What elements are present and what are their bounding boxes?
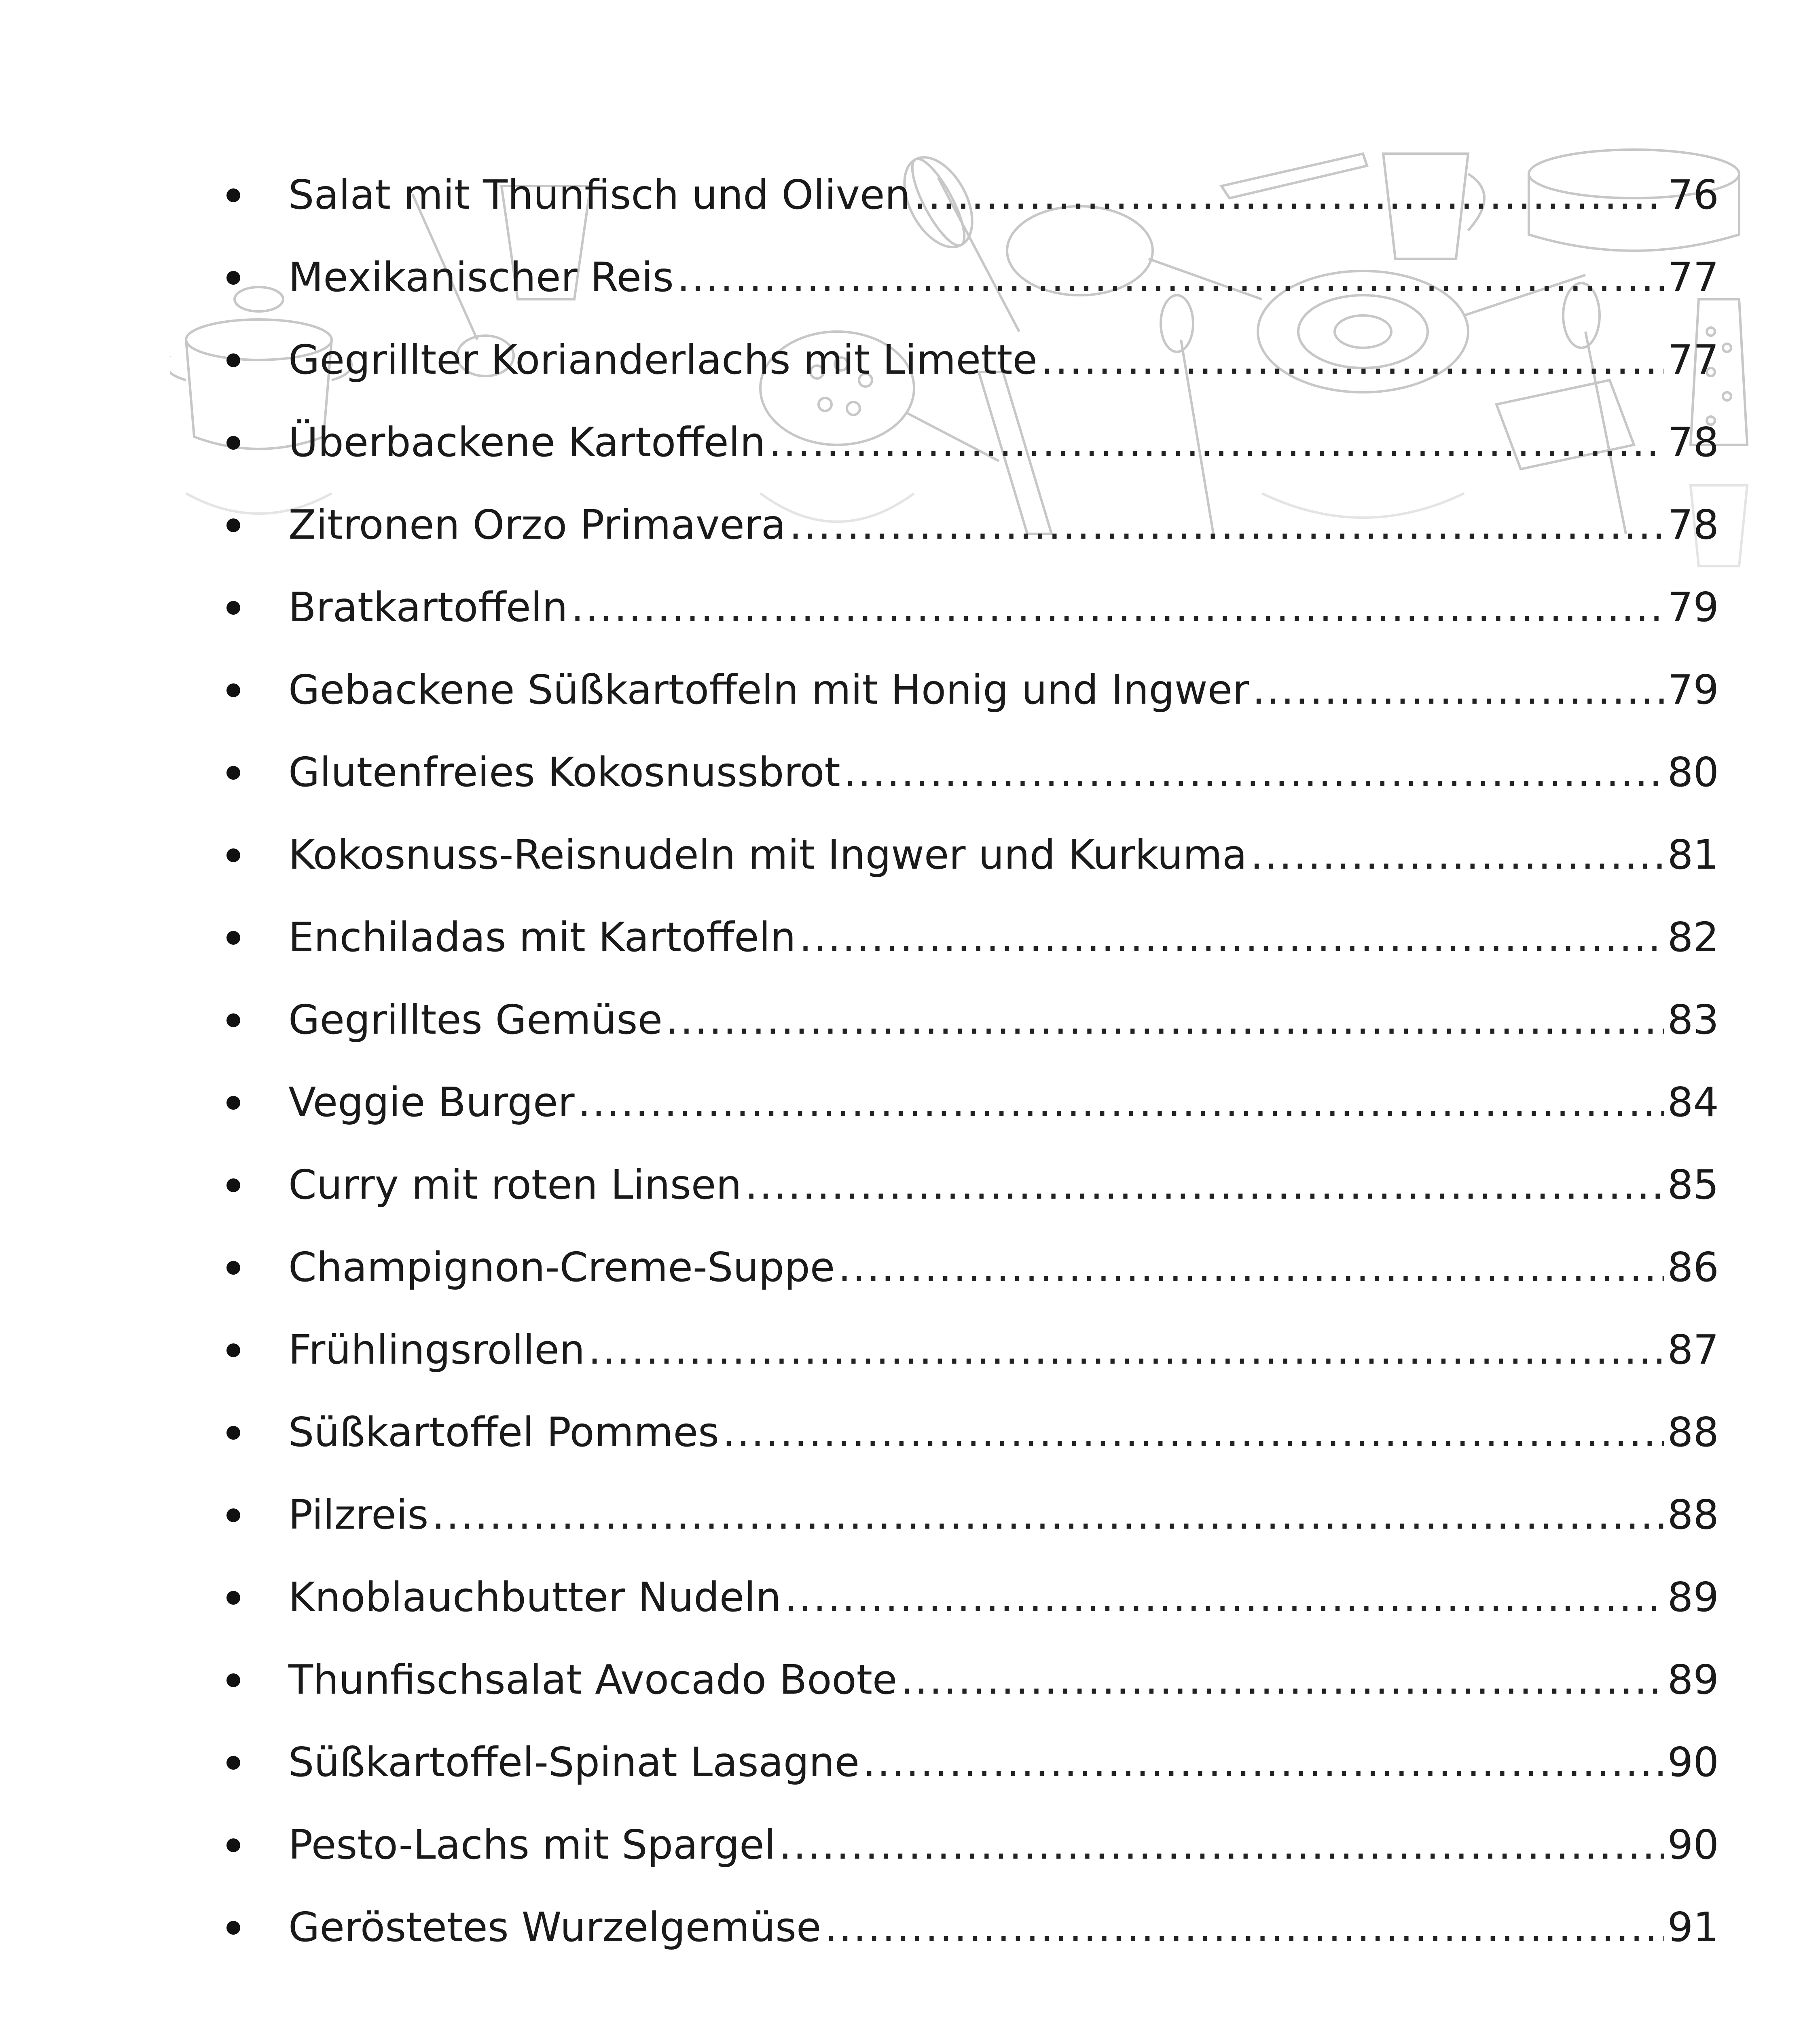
toc-entry-page: 89 — [1667, 1574, 1719, 1621]
toc-entry-page: 79 — [1667, 584, 1719, 631]
toc-entry-page: 81 — [1667, 831, 1719, 878]
bullet-icon — [226, 1426, 240, 1440]
toc-entry-page: 84 — [1667, 1079, 1719, 1126]
toc-entry[interactable] — [226, 1639, 1719, 1721]
toc-entry[interactable] — [226, 566, 1719, 649]
bullet-icon — [226, 1013, 240, 1027]
toc-entry-title: Süßkartoffel Pommes — [288, 1409, 720, 1456]
toc-entry-page: 83 — [1667, 996, 1719, 1043]
bullet-icon — [226, 1178, 240, 1192]
dot-leader — [838, 1226, 1664, 1309]
dot-leader — [571, 566, 1664, 649]
toc-entry-title: Enchiladas mit Kartoffeln — [288, 914, 796, 961]
bullet-icon — [226, 436, 240, 450]
dot-leader — [588, 1309, 1664, 1391]
toc-entry-page: 86 — [1667, 1244, 1719, 1291]
toc-entry-page: 90 — [1667, 1821, 1719, 1868]
dot-leader — [789, 484, 1664, 566]
toc-entry[interactable] — [226, 649, 1719, 731]
toc-entry[interactable] — [226, 1556, 1719, 1639]
toc-entry-title: Zitronen Orzo Primavera — [288, 501, 786, 548]
toc-entry-title: Curry mit roten Linsen — [288, 1161, 742, 1208]
toc-entry-page: 80 — [1667, 749, 1719, 796]
toc-entry-title: Knoblauchbutter Nudeln — [288, 1574, 781, 1621]
bullet-icon — [226, 188, 240, 202]
dot-leader — [432, 1474, 1664, 1556]
toc-entry[interactable] — [226, 1721, 1719, 1804]
dot-leader — [779, 1804, 1664, 1886]
bullet-icon — [226, 683, 240, 697]
toc-entry[interactable] — [226, 1886, 1719, 1969]
toc-entry-title: Süßkartoffel-Spinat Lasagne — [288, 1739, 860, 1786]
toc-entry-page: 82 — [1667, 914, 1719, 961]
toc-entry-title: Überbackene Kartoffeln — [288, 419, 766, 466]
dot-leader — [745, 1144, 1664, 1226]
toc-entry-title: Kokosnuss-Reisnudeln mit Ingwer und Kurkuma — [288, 831, 1247, 878]
dot-leader — [1252, 649, 1664, 731]
dot-leader — [722, 1391, 1664, 1474]
bullet-icon — [226, 353, 240, 367]
toc-entry-title: Glutenfreies Kokosnussbrot — [288, 749, 840, 796]
dot-leader — [1250, 814, 1664, 896]
toc-entry-title: Veggie Burger — [288, 1079, 575, 1126]
toc-entry[interactable] — [226, 1804, 1719, 1886]
toc-entry-page: 76 — [1667, 171, 1719, 218]
dot-leader — [799, 896, 1664, 979]
toc-entry[interactable] — [226, 154, 1719, 236]
dot-leader — [863, 1721, 1664, 1804]
toc-entry-page: 87 — [1667, 1326, 1719, 1373]
bullet-icon — [226, 601, 240, 615]
toc-entry-title: Frühlingsrollen — [288, 1326, 585, 1373]
toc-entry-page: 91 — [1667, 1904, 1719, 1951]
toc-entry-title: Gegrilltes Gemüse — [288, 996, 662, 1043]
dot-leader — [1041, 319, 1664, 401]
bullet-icon — [226, 518, 240, 532]
toc-entry-page: 77 — [1667, 254, 1719, 301]
toc-entry[interactable] — [226, 979, 1719, 1061]
toc-entry[interactable] — [226, 814, 1719, 896]
bullet-icon — [226, 271, 240, 285]
dot-leader — [677, 236, 1664, 319]
bullet-icon — [226, 1343, 240, 1357]
toc-entry[interactable] — [226, 236, 1719, 319]
bullet-icon — [226, 1508, 240, 1522]
toc-entry[interactable] — [226, 1061, 1719, 1144]
toc-entry[interactable] — [226, 1391, 1719, 1474]
table-of-contents — [226, 154, 1719, 1969]
bullet-icon — [226, 848, 240, 862]
toc-entry[interactable] — [226, 484, 1719, 566]
toc-entry-title: Geröstetes Wurzelgemüse — [288, 1904, 821, 1951]
dot-leader — [784, 1556, 1664, 1639]
toc-entry-page: 85 — [1667, 1161, 1719, 1208]
toc-entry-title: Thunfischsalat Avocado Boote — [288, 1656, 897, 1703]
toc-entry[interactable] — [226, 319, 1719, 401]
toc-entry[interactable] — [226, 1144, 1719, 1226]
toc-entry-page: 77 — [1667, 336, 1719, 383]
bullet-icon — [226, 766, 240, 780]
toc-entry-page: 88 — [1667, 1491, 1719, 1538]
bullet-icon — [226, 1838, 240, 1852]
toc-entry-title: Gegrillter Korianderlachs mit Limette — [288, 336, 1037, 383]
toc-entry-page: 78 — [1667, 501, 1719, 548]
dot-leader — [666, 979, 1664, 1061]
bullet-icon — [226, 1096, 240, 1110]
bullet-icon — [226, 1756, 240, 1770]
toc-entry-title: Gebackene Süßkartoffeln mit Honig und Ingwer — [288, 666, 1249, 713]
toc-entry-page: 78 — [1667, 419, 1719, 466]
toc-entry-title: Mexikanischer Reis — [288, 254, 674, 301]
toc-entry[interactable] — [226, 896, 1719, 979]
toc-entry-page: 88 — [1667, 1409, 1719, 1456]
bullet-icon — [226, 1591, 240, 1605]
toc-entry[interactable] — [226, 731, 1719, 814]
toc-entry[interactable] — [226, 1226, 1719, 1309]
dot-leader — [844, 731, 1664, 814]
dot-leader — [578, 1061, 1664, 1144]
toc-entry-title: Salat mit Thunfisch und Oliven — [288, 171, 910, 218]
bullet-icon — [226, 1673, 240, 1687]
bullet-icon — [226, 931, 240, 945]
toc-entry-title: Bratkartoffeln — [288, 584, 568, 631]
toc-entry-title: Pilzreis — [288, 1491, 429, 1538]
toc-entry[interactable] — [226, 1474, 1719, 1556]
bullet-icon — [226, 1921, 240, 1935]
dot-leader — [769, 401, 1664, 484]
dot-leader — [914, 154, 1664, 236]
dot-leader — [900, 1639, 1664, 1721]
toc-entry-title: Pesto-Lachs mit Spargel — [288, 1821, 776, 1868]
dot-leader — [825, 1886, 1664, 1969]
toc-entry-page: 89 — [1667, 1656, 1719, 1703]
toc-entry-page: 79 — [1667, 666, 1719, 713]
toc-entry[interactable] — [226, 1309, 1719, 1391]
toc-entry[interactable] — [226, 401, 1719, 484]
toc-entry-page: 90 — [1667, 1739, 1719, 1786]
bullet-icon — [226, 1261, 240, 1275]
toc-entry-title: Champignon-Creme-Suppe — [288, 1244, 835, 1291]
